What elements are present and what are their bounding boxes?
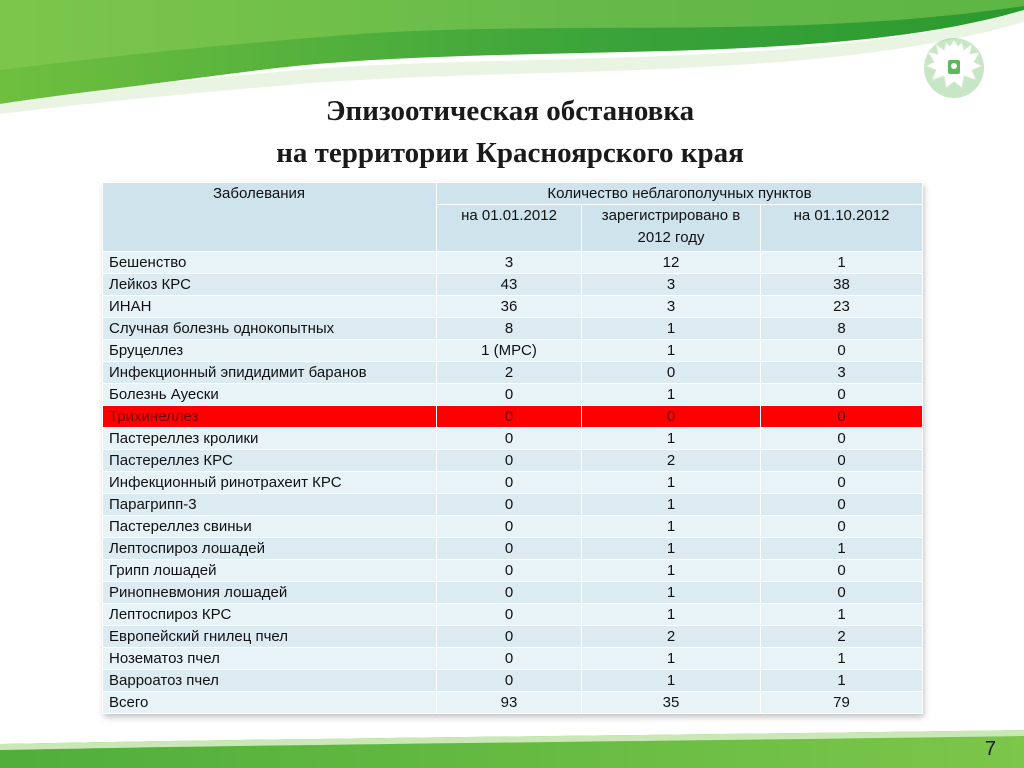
- table-row: [103, 406, 923, 428]
- value-registered-cell: 0: [582, 406, 761, 428]
- disease-name-cell: Варроатоз пчел: [103, 670, 437, 692]
- value-start-cell: 8: [437, 318, 582, 340]
- table-row: [103, 626, 923, 648]
- value-registered-cell: 3: [582, 296, 761, 318]
- value-current-cell: 0: [761, 406, 923, 428]
- disease-name-cell: Нозематоз пчел: [103, 648, 437, 670]
- disease-name-cell: Пастереллез свиньи: [103, 516, 437, 538]
- value-current-cell: 38: [761, 274, 923, 296]
- value-current-cell: 1: [761, 648, 923, 670]
- header-col-current: на 01.10.2012: [761, 205, 923, 252]
- value-start-cell: 36: [437, 296, 582, 318]
- disease-name-cell: Бешенство: [103, 252, 437, 274]
- value-registered-cell: 1: [582, 538, 761, 560]
- value-registered-cell: 35: [582, 692, 761, 714]
- value-current-cell: 1: [761, 538, 923, 560]
- value-registered-cell: 1: [582, 648, 761, 670]
- header-diseases: Заболевания: [103, 183, 437, 252]
- value-registered-cell: 12: [582, 252, 761, 274]
- disease-name-cell: Лейкоз КРС: [103, 274, 437, 296]
- header-group: Количество неблагополучных пунктов: [437, 183, 923, 205]
- disease-table-container: [102, 182, 922, 714]
- table-row: [103, 494, 923, 516]
- disease-name-cell: Инфекционный ринотрахеит КРС: [103, 472, 437, 494]
- value-registered-cell: 1: [582, 428, 761, 450]
- value-registered-cell: 1: [582, 560, 761, 582]
- value-start-cell: 0: [437, 516, 582, 538]
- disease-name-cell: Инфекционный эпидидимит баранов: [103, 362, 437, 384]
- disease-name-cell: Европейский гнилец пчел: [103, 626, 437, 648]
- double-headed-eagle-emblem: [918, 30, 990, 102]
- table-row: [103, 692, 923, 714]
- disease-name-cell: Трихинеллез: [103, 406, 437, 428]
- disease-name-cell: Парагрипп-3: [103, 494, 437, 516]
- value-current-cell: 0: [761, 450, 923, 472]
- header-col-registered: зарегистрировано в 2012 году: [582, 205, 761, 252]
- value-start-cell: 2: [437, 362, 582, 384]
- table-row: [103, 296, 923, 318]
- slide-title: [180, 90, 840, 174]
- value-registered-cell: 2: [582, 450, 761, 472]
- disease-table: [102, 182, 923, 714]
- value-current-cell: 0: [761, 384, 923, 406]
- value-registered-cell: 1: [582, 582, 761, 604]
- value-current-cell: 1: [761, 604, 923, 626]
- value-current-cell: 0: [761, 472, 923, 494]
- value-start-cell: 3: [437, 252, 582, 274]
- table-row: [103, 384, 923, 406]
- table-row: [103, 252, 923, 274]
- value-start-cell: 0: [437, 472, 582, 494]
- value-registered-cell: 3: [582, 274, 761, 296]
- value-current-cell: 3: [761, 362, 923, 384]
- value-registered-cell: 1: [582, 494, 761, 516]
- table-row: [103, 582, 923, 604]
- value-current-cell: 0: [761, 560, 923, 582]
- table-row: [103, 274, 923, 296]
- value-current-cell: 0: [761, 516, 923, 538]
- value-registered-cell: 1: [582, 604, 761, 626]
- value-registered-cell: 1: [582, 384, 761, 406]
- value-start-cell: 0: [437, 604, 582, 626]
- value-start-cell: 1 (МРС): [437, 340, 582, 362]
- value-current-cell: 0: [761, 494, 923, 516]
- value-current-cell: 8: [761, 318, 923, 340]
- table-row: [103, 450, 923, 472]
- value-start-cell: 0: [437, 494, 582, 516]
- disease-name-cell: Болезнь Ауески: [103, 384, 437, 406]
- value-start-cell: 0: [437, 538, 582, 560]
- value-start-cell: 0: [437, 582, 582, 604]
- disease-name-cell: Ринопневмония лошадей: [103, 582, 437, 604]
- value-registered-cell: 1: [582, 318, 761, 340]
- value-registered-cell: 1: [582, 516, 761, 538]
- value-start-cell: 0: [437, 450, 582, 472]
- table-row: [103, 604, 923, 626]
- table-row: [103, 648, 923, 670]
- value-current-cell: 23: [761, 296, 923, 318]
- page-number: 7: [984, 738, 996, 760]
- value-start-cell: 0: [437, 670, 582, 692]
- table-row: [103, 560, 923, 582]
- value-current-cell: 2: [761, 626, 923, 648]
- disease-name-cell: Пастереллез КРС: [103, 450, 437, 472]
- table-row: [103, 362, 923, 384]
- disease-name-cell: ИНАН: [103, 296, 437, 318]
- value-current-cell: 0: [761, 428, 923, 450]
- value-registered-cell: 2: [582, 626, 761, 648]
- disease-name-cell: Лептоспироз лошадей: [103, 538, 437, 560]
- table-row: [103, 318, 923, 340]
- table-row: [103, 538, 923, 560]
- value-current-cell: 1: [761, 670, 923, 692]
- disease-name-cell: Случная болезнь однокопытных: [103, 318, 437, 340]
- value-current-cell: 0: [761, 582, 923, 604]
- value-registered-cell: 0: [582, 362, 761, 384]
- value-start-cell: 0: [437, 560, 582, 582]
- value-start-cell: 0: [437, 648, 582, 670]
- value-start-cell: 0: [437, 384, 582, 406]
- table-row: [103, 516, 923, 538]
- table-row: [103, 670, 923, 692]
- value-start-cell: 0: [437, 406, 582, 428]
- disease-name-cell: Пастереллез кролики: [103, 428, 437, 450]
- title-line-2: на территории Красноярского края: [276, 137, 744, 169]
- value-current-cell: 79: [761, 692, 923, 714]
- value-registered-cell: 1: [582, 340, 761, 362]
- header-col-start: на 01.01.2012: [437, 205, 582, 252]
- title-line-1: Эпизоотическая обстановка: [325, 95, 695, 127]
- value-current-cell: 0: [761, 340, 923, 362]
- disease-name-cell: Всего: [103, 692, 437, 714]
- disease-name-cell: Грипп лошадей: [103, 560, 437, 582]
- value-registered-cell: 1: [582, 670, 761, 692]
- value-start-cell: 0: [437, 626, 582, 648]
- value-start-cell: 43: [437, 274, 582, 296]
- value-start-cell: 0: [437, 428, 582, 450]
- value-start-cell: 93: [437, 692, 582, 714]
- table-body: [103, 252, 923, 714]
- value-registered-cell: 1: [582, 472, 761, 494]
- value-current-cell: 1: [761, 252, 923, 274]
- table-row: [103, 428, 923, 450]
- disease-name-cell: Бруцеллез: [103, 340, 437, 362]
- table-row: [103, 472, 923, 494]
- disease-name-cell: Лептоспироз КРС: [103, 604, 437, 626]
- table-row: [103, 340, 923, 362]
